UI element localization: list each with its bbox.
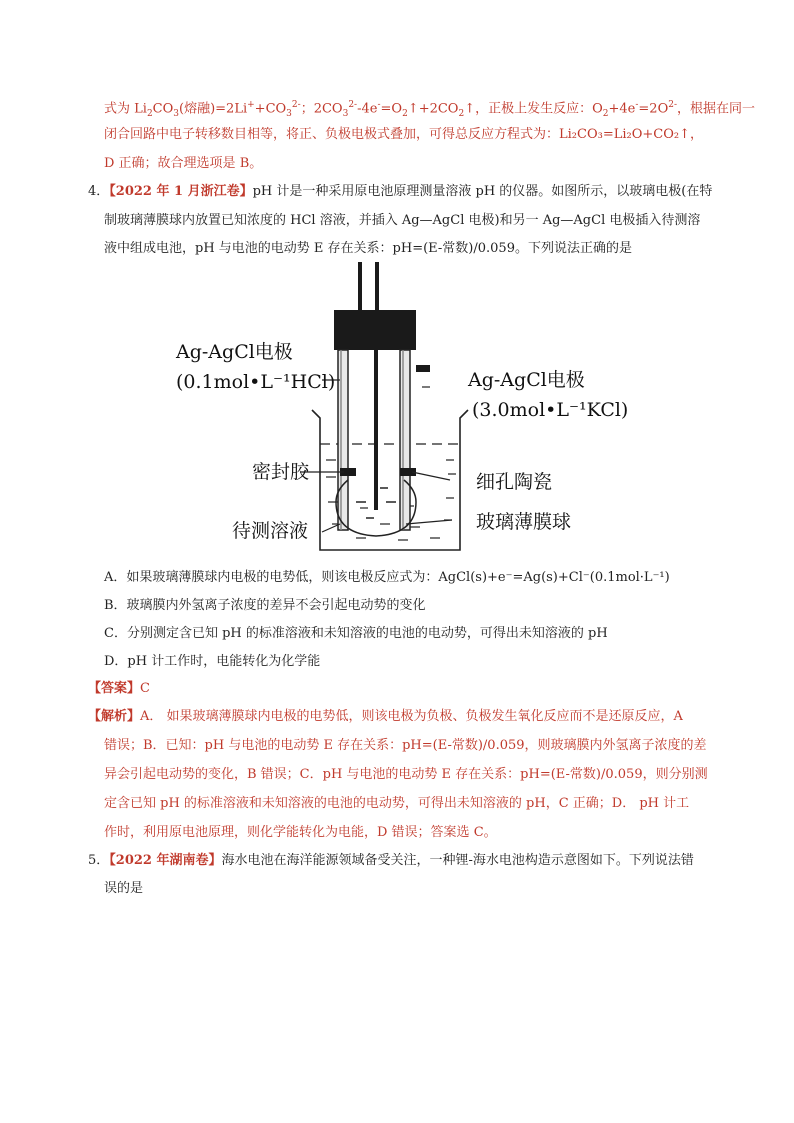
answer-label: 【答案】 bbox=[88, 681, 141, 696]
beaker bbox=[312, 410, 468, 550]
wire-right bbox=[375, 262, 379, 310]
analysis-label: 【解析】 bbox=[88, 709, 141, 724]
q5-stem-line-2: 误的是 bbox=[104, 881, 144, 896]
q4-answer bbox=[88, 680, 150, 698]
prev-answer-line-3: D 正确；故合理选项是 B。 bbox=[104, 156, 263, 171]
label-glass-bulb: 玻璃薄膜球 bbox=[476, 511, 572, 533]
q5-stem-line-1: 5．【2022 年湖南卷】海水电池在海洋能源领域备受关注，一种锂-海水电池构造示意图如下。下列说法错 bbox=[88, 853, 694, 868]
prev-answer-line-1: 式为 $Li_2CO_3$(熔融)$=2Li^++CO_3^{2-}$；$2CO_3^{2-}-4e^-=O_2↑+2CO_2↑$，正极上发生反应：$O_2+4e^-=2O^{2-}$，根据在同一 bbox=[104, 100, 756, 119]
q4-analysis-line-5: 作时，利用原电池原理，则化学能转化为电能，D 错误；答案选 C。 bbox=[104, 825, 497, 840]
q4-stem-line-3: 液中组成电池，pH 与电池的电动势 E 存在关系：pH=(E-常数)/0.059。下列说法正确的是 bbox=[104, 241, 632, 256]
q4-option-a: A．如果玻璃薄膜球内电极的电势低，则该电极反应式为：AgCl(s)+e⁻=Ag(s)+Cl⁻(0.1mol·L⁻¹) bbox=[104, 570, 670, 585]
label-test-solution: 待测溶液 bbox=[232, 520, 309, 542]
q4-source: 【2022 年 1 月浙江卷】 bbox=[109, 184, 253, 199]
q4-number: 4． bbox=[88, 184, 110, 199]
electrode-cap bbox=[334, 310, 416, 350]
q4-option-d: D．pH 计工作时，电能转化为化学能 bbox=[104, 654, 321, 669]
inner-ag-agcl-wire bbox=[374, 350, 378, 510]
label-seal-glue: 密封胶 bbox=[252, 461, 310, 483]
q5-number: 5． bbox=[88, 853, 110, 868]
prev-answer-line-2: 闭合回路中电子转移数目相等，将正、负极电极式叠加，可得总反应方程式为：Li₂CO₃=Li₂O+CO₂↑， bbox=[104, 127, 703, 142]
wire-left bbox=[358, 262, 362, 310]
q4-analysis-line-3: 异会引起电动势的变化，B 错误；C．pH 与电池的电动势 E 存在关系：pH=(E-常数)/0.059，则分别测 bbox=[104, 767, 708, 782]
q4-stem-line-2: 制玻璃薄膜球内放置已知浓度的 HCl 溶液，并插入 Ag—AgCl 电极)和另一 Ag—AgCl 电极插入待测溶 bbox=[104, 213, 701, 228]
q4-analysis-line-4: 定含已知 pH 的标准溶液和未知溶液的电池的电动势，可得出未知溶液的 pH，C 正确；D． pH 计工 bbox=[104, 796, 690, 811]
q4-analysis-line-2: 错误；B．已知：pH 与电池的电动势 E 存在关系：pH=(E-常数)/0.059，则玻璃膜内外氢离子浓度的差 bbox=[104, 738, 707, 753]
label-left-electrode-conc: (0.1mol•L⁻¹HCl) bbox=[176, 371, 336, 393]
glass-electrode-tube bbox=[338, 350, 348, 530]
reference-electrode-tube bbox=[400, 350, 430, 530]
label-porous-ceramic: 细孔陶瓷 bbox=[476, 471, 553, 493]
q4-option-b: B．玻璃膜内外氢离子浓度的差异不会引起电动势的变化 bbox=[104, 598, 426, 613]
label-right-electrode: Ag-AgCl电极 bbox=[468, 369, 585, 391]
q4-option-c: C．分别测定含已知 pH 的标准溶液和未知溶液的电池的电动势，可得出未知溶液的 pH bbox=[104, 626, 608, 641]
q4-analysis-line-1: 【解析】A． 如果玻璃薄膜球内电极的电势低，则该电极为负极、负极发生氧化反应而不是还原反应，A bbox=[88, 709, 683, 724]
q5-source: 【2022 年湖南卷】 bbox=[109, 853, 222, 868]
answer-value: C bbox=[140, 681, 150, 696]
q4-stem-text-1: pH 计是一种采用原电池原理测量溶液 pH 的仪器。如图所示，以玻璃电极(在特 bbox=[252, 184, 713, 199]
label-left-electrode: Ag-AgCl电极 bbox=[176, 341, 293, 363]
ph-meter-diagram bbox=[160, 262, 640, 567]
label-right-electrode-conc: (3.0mol•L⁻¹KCl) bbox=[472, 399, 629, 421]
q4-stem-line-1 bbox=[88, 183, 712, 201]
